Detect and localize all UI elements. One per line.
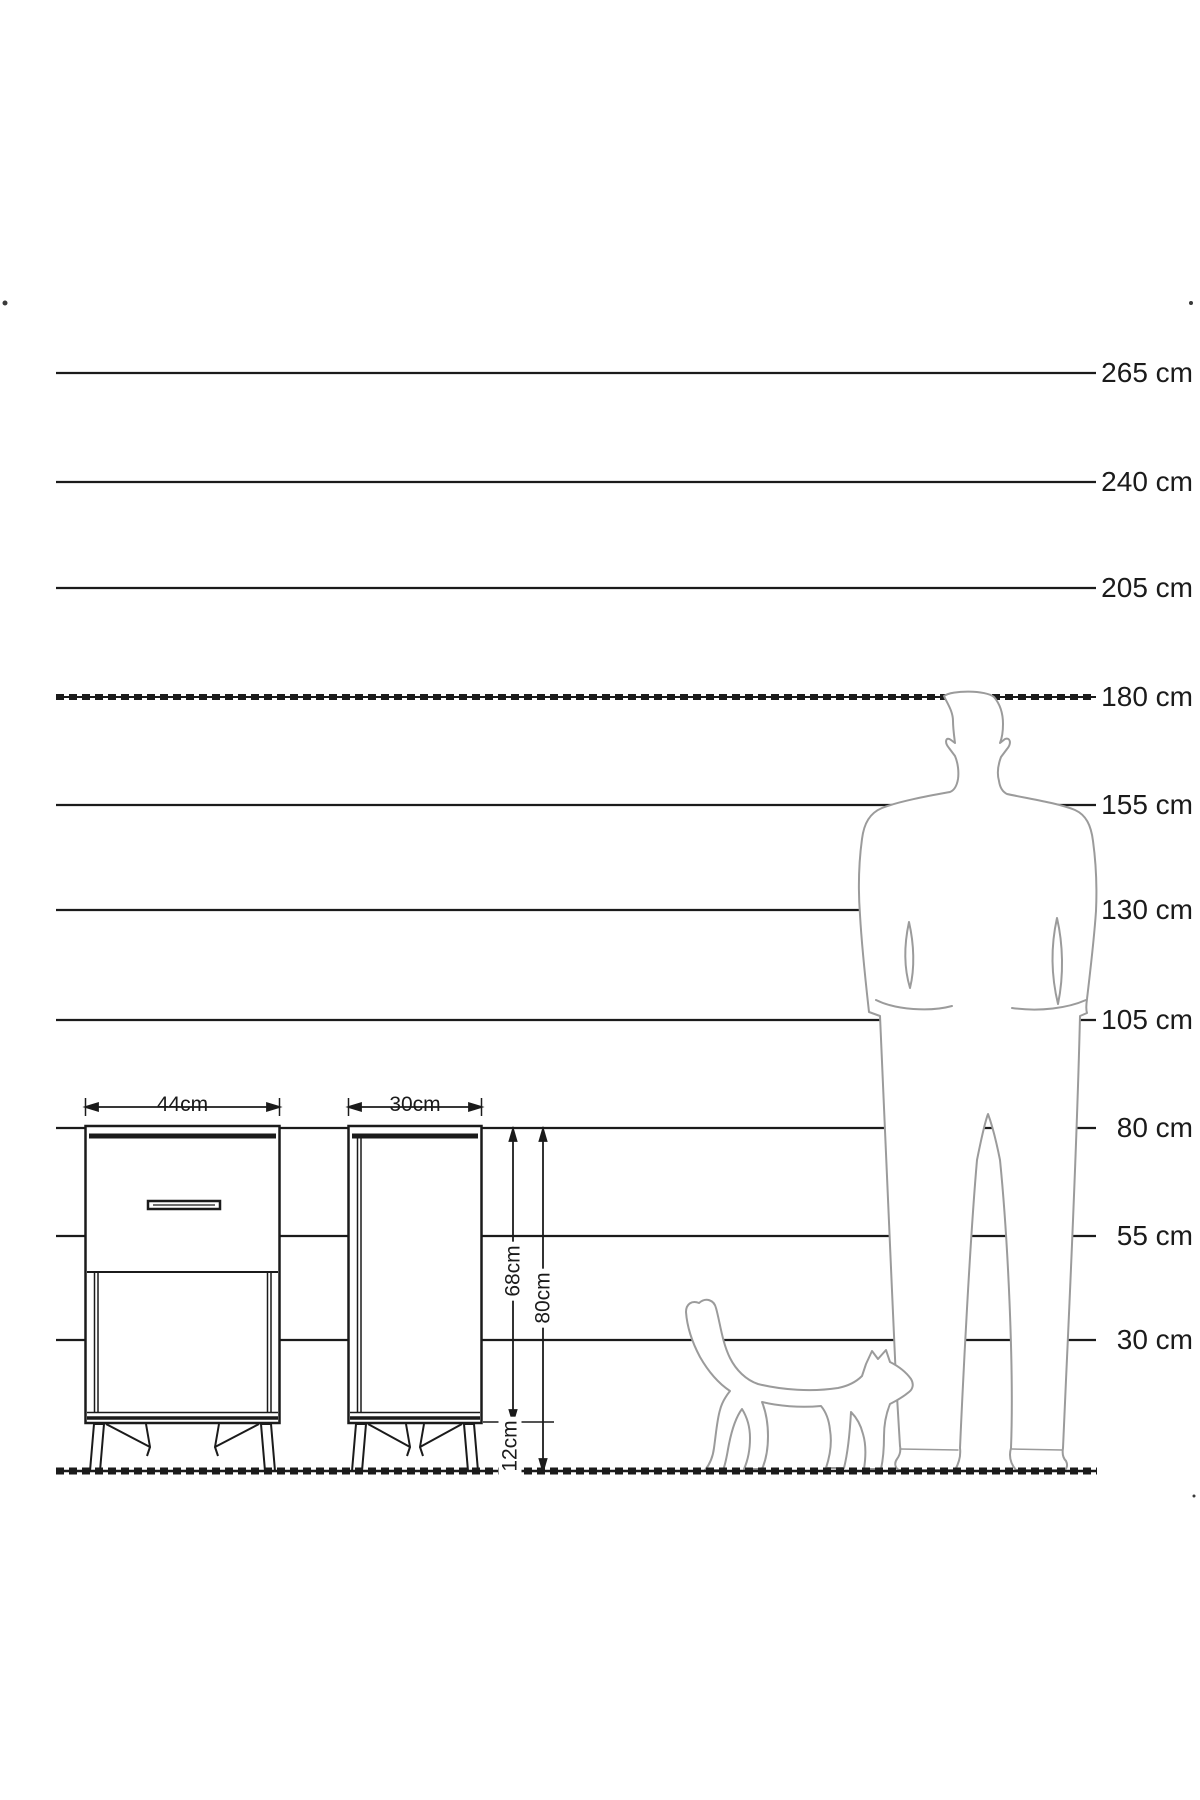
dim-label-body-height: 68cm: [502, 1241, 525, 1300]
scale-label-30: 30 cm: [1116, 1324, 1193, 1355]
scale-label-180: 180 cm: [1101, 681, 1193, 712]
side-view-legs: [352, 1424, 478, 1471]
dim-label-front-width: 44cm: [156, 1093, 209, 1116]
front-view-legs: [90, 1424, 275, 1471]
cabinet-side-view: [349, 1126, 482, 1471]
scale-label-240: 240 cm: [1101, 466, 1193, 497]
cabinet-front-view: [86, 1126, 280, 1471]
dim-label-side-depth: 30cm: [389, 1093, 441, 1116]
scale-label-205: 205 cm: [1101, 572, 1193, 603]
scale-label-265: 265 cm: [1101, 357, 1193, 388]
scale-label-55: 55 cm: [1116, 1220, 1193, 1251]
scale-label-130: 130 cm: [1101, 894, 1193, 925]
cat-silhouette: [686, 1300, 913, 1470]
man-silhouette: [859, 692, 1096, 1470]
dim-label-total-height: 80cm: [532, 1268, 555, 1327]
dim-label-leg-height: 12cm: [499, 1416, 522, 1475]
scale-label-80: 80 cm: [1116, 1112, 1193, 1143]
scale-label-155: 155 cm: [1101, 789, 1193, 820]
scale-label-105: 105 cm: [1101, 1004, 1193, 1035]
